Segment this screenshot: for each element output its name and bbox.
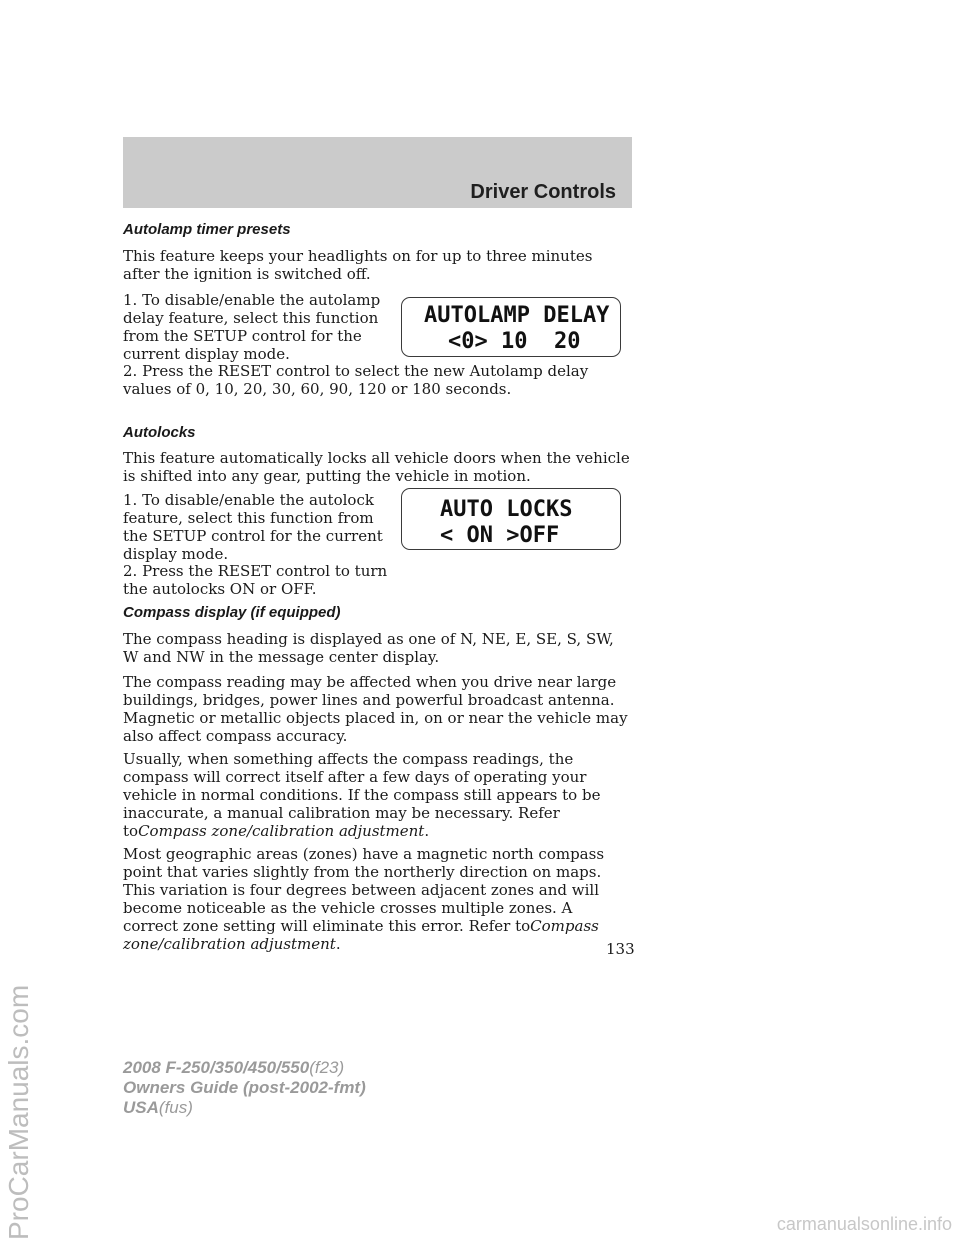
watermark-procarmanuals: ProCarManuals.com xyxy=(3,984,34,1240)
autolamp-display-line2: <0> 10 20 xyxy=(448,329,581,354)
autolamp-display-line1: AUTOLAMP DELAY xyxy=(424,303,610,328)
autolocks-display xyxy=(401,488,621,550)
footer-guide: Owners Guide (post-2002-fmt) xyxy=(123,1078,366,1097)
footer-model-code: (f23) xyxy=(309,1058,345,1077)
autolamp-step1: 1. To disable/enable the autolamp delay feature, select this function from the SETUP control for the current display mode. xyxy=(123,291,381,363)
compass-paragraph-3-end: . xyxy=(424,822,430,840)
footer-market: USA xyxy=(123,1098,159,1117)
header-band xyxy=(123,137,632,208)
compass-paragraph-3 xyxy=(123,750,631,840)
page-number: 133 xyxy=(606,940,635,958)
compass-paragraph-1: The compass heading is displayed as one of N, NE, E, SE, S, SW, W and NW in the message center display. xyxy=(123,630,614,666)
autolamp-intro: This feature keeps your headlights on for up to three minutes after the ignition is switched off. xyxy=(123,247,593,283)
autolocks-step2: 2. Press the RESET control to turn the autolocks ON or OFF. xyxy=(123,562,388,598)
compass-heading: Compass display (if equipped) xyxy=(123,604,341,621)
autolamp-step2: 2. Press the RESET control to select the new Autolamp delay values of 0, 10, 20, 30, 60, 90, 120 or 180 seconds. xyxy=(123,362,589,398)
autolocks-display-line1: AUTO LOCKS xyxy=(440,497,573,522)
autolocks-step1: 1. To disable/enable the autolock feature, select this function from the SETUP control for the current display mode. xyxy=(123,491,383,563)
watermark-site: carmanualsonline.info xyxy=(776,1214,952,1234)
compass-paragraph-4-text: Most geographic areas (zones) have a magnetic north compass point that varies slightly from the northerly direction on maps. This variation is four degrees between adjacent zones and will become noticeable as the vehicle crosses multiple zones. A correct zone setting will eliminate this error. Refer to xyxy=(123,845,605,935)
document-footer xyxy=(123,1058,366,1118)
autolamp-heading: Autolamp timer presets xyxy=(123,221,291,238)
autolocks-heading: Autolocks xyxy=(123,424,196,441)
compass-paragraph-3-text: Usually, when something affects the compass readings, the compass will correct itself after a few days of operating your vehicle in normal conditions. If the compass still appears to be inaccurate, a manual calibration may be necessary. Refer to xyxy=(123,750,601,840)
footer-market-code: (fus) xyxy=(158,1098,193,1117)
footer-model: 2008 F-250/350/450/550 xyxy=(123,1058,310,1077)
compass-paragraph-2: The compass reading may be affected when you drive near large buildings, bridges, power lines and powerful broadcast antenna. Magnetic or metallic objects placed in, on or near the vehicle may also affect compass accuracy. xyxy=(123,673,628,745)
compass-paragraph-4-end: . xyxy=(335,935,341,953)
compass-paragraph-4 xyxy=(123,845,631,953)
compass-calibration-reference: Compass zone/calibration adjustment xyxy=(138,822,425,840)
compass-calibration-reference: Compass zone/calibration adjustment xyxy=(123,917,599,953)
autolamp-display xyxy=(401,297,621,357)
autolocks-display-line2: < ON >OFF xyxy=(440,523,560,548)
section-title: Driver Controls xyxy=(470,181,616,203)
autolocks-intro: This feature automatically locks all vehicle doors when the vehicle is shifted into any gear, putting the vehicle in motion. xyxy=(123,449,630,485)
